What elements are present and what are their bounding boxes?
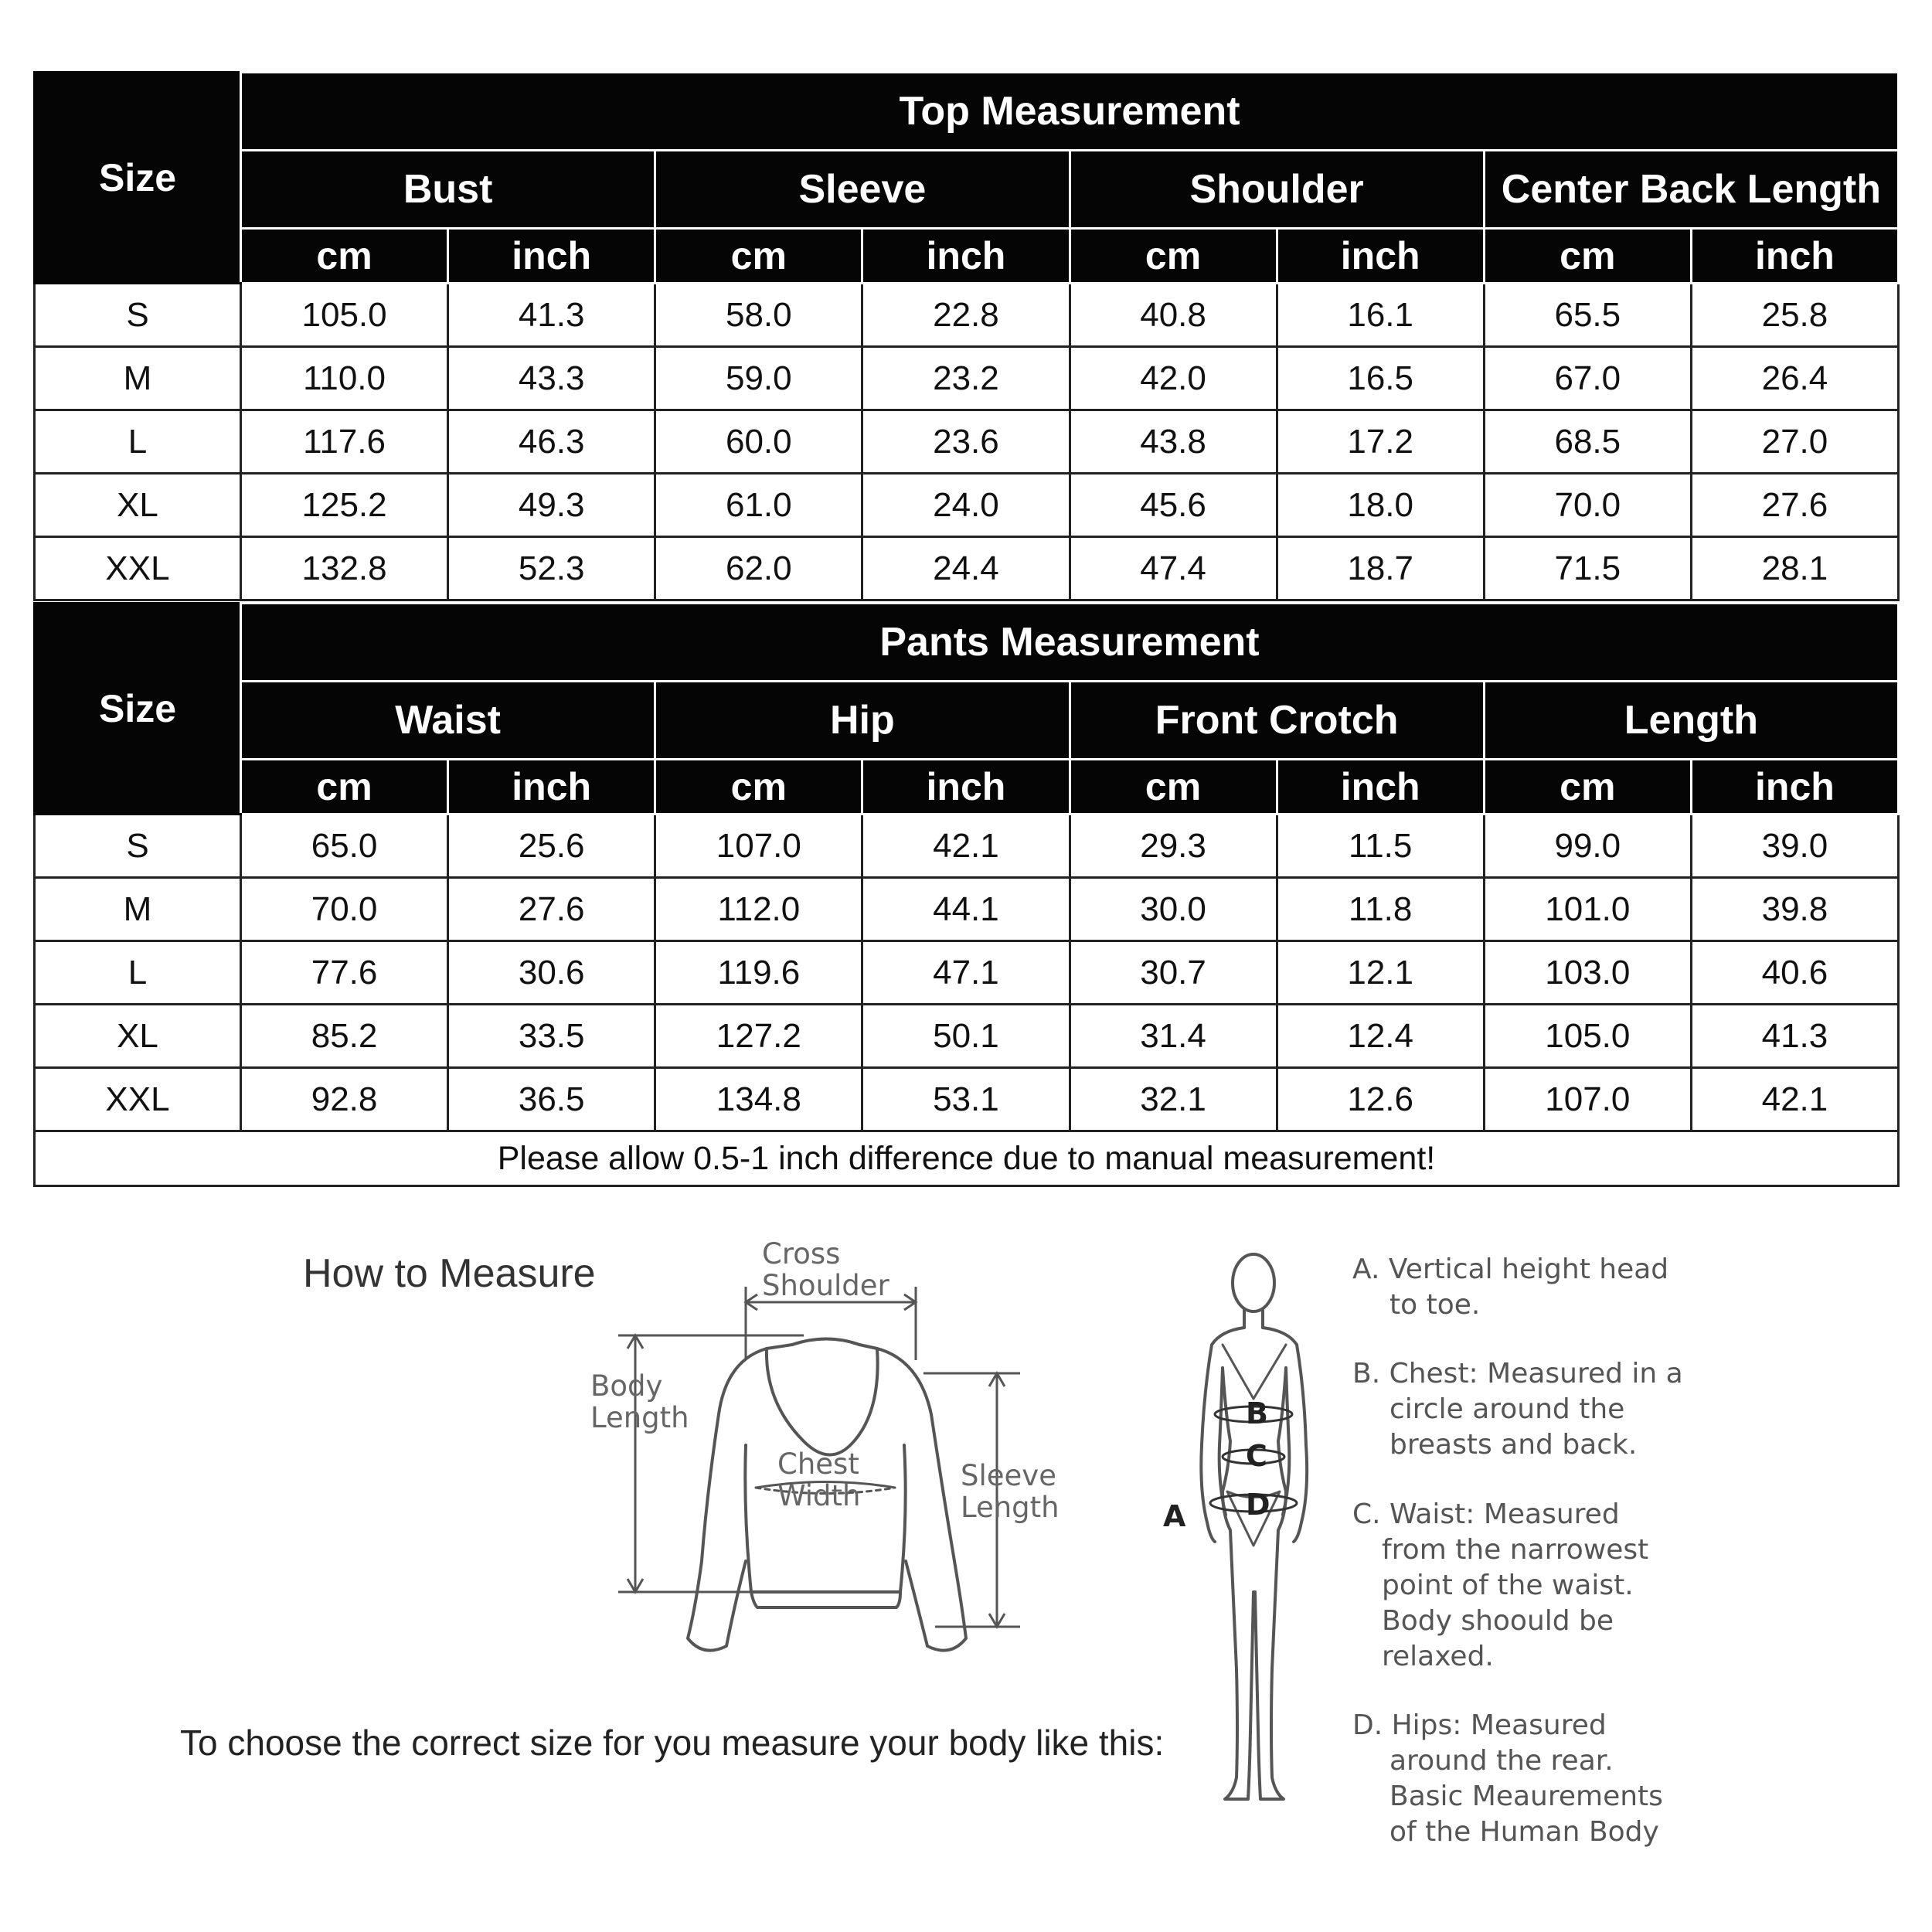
description-d: D. Hips: Measured around the rear. Basic Meaurements of the Human Body (1352, 1709, 1663, 1849)
measurement-cell: 41.3 (448, 284, 655, 347)
size-column-header: Size (35, 604, 241, 815)
measurement-cell: 107.0 (1484, 1068, 1691, 1131)
group-header-waist: Waist (241, 682, 655, 760)
measurement-note: Please allow 0.5-1 inch difference due to manual measurement! (35, 1131, 1899, 1186)
pants-measurement-table (33, 602, 1900, 1187)
table-row (35, 410, 1899, 474)
size-cell: S (35, 284, 241, 347)
measurement-cell: 92.8 (241, 1068, 448, 1131)
measurement-cell: 42.1 (1691, 1068, 1898, 1131)
measurement-cell: 29.3 (1070, 815, 1277, 878)
unit-header-inch: inch (1691, 760, 1898, 815)
measurement-cell: 105.0 (1484, 1005, 1691, 1068)
measurement-cell: 70.0 (1484, 474, 1691, 537)
unit-header-inch: inch (862, 760, 1070, 815)
measurement-cell: 45.6 (1070, 474, 1277, 537)
measurement-cell: 49.3 (448, 474, 655, 537)
measurement-cell: 22.8 (862, 284, 1070, 347)
measurement-cell: 46.3 (448, 410, 655, 474)
table-row (35, 537, 1899, 600)
unit-header-inch: inch (1277, 229, 1484, 284)
measurement-cell: 28.1 (1691, 537, 1898, 600)
group-header-center-back-length: Center Back Length (1484, 151, 1898, 229)
measurement-cell: 42.0 (1070, 347, 1277, 410)
size-cell: XL (35, 474, 241, 537)
unit-header-inch: inch (1277, 760, 1484, 815)
measurement-cell: 25.6 (448, 815, 655, 878)
body-length-label: Body Length (590, 1369, 689, 1434)
measurement-cell: 11.8 (1277, 878, 1484, 941)
measurement-cell: 85.2 (241, 1005, 448, 1068)
measurement-cell: 61.0 (655, 474, 862, 537)
unit-header-cm: cm (1484, 760, 1691, 815)
measurement-cell: 33.5 (448, 1005, 655, 1068)
measurement-cell: 16.1 (1277, 284, 1484, 347)
unit-header-cm: cm (655, 760, 862, 815)
size-cell: L (35, 941, 241, 1005)
instruction-text: To choose the correct size for you measure your body like this: (180, 1723, 1165, 1763)
group-header-sleeve: Sleeve (655, 151, 1070, 229)
measurement-cell: 134.8 (655, 1068, 862, 1131)
measurement-cell: 27.6 (448, 878, 655, 941)
measurement-cell: 65.5 (1484, 284, 1691, 347)
measurement-cell: 67.0 (1484, 347, 1691, 410)
unit-header-cm: cm (241, 760, 448, 815)
measurement-cell: 44.1 (862, 878, 1070, 941)
how-to-measure-title: How to Measure (303, 1251, 596, 1296)
measurement-cell: 12.1 (1277, 941, 1484, 1005)
measurement-cell: 47.4 (1070, 537, 1277, 600)
measurement-cell: 107.0 (655, 815, 862, 878)
table-row (35, 347, 1899, 410)
measurement-cell: 43.8 (1070, 410, 1277, 474)
measurement-cell: 43.3 (448, 347, 655, 410)
unit-header-cm: cm (241, 229, 448, 284)
measurement-cell: 42.1 (862, 815, 1070, 878)
measurement-cell: 17.2 (1277, 410, 1484, 474)
measurement-cell: 26.4 (1691, 347, 1898, 410)
measurement-cell: 39.0 (1691, 815, 1898, 878)
body-letter-d: D (1246, 1488, 1270, 1522)
measurement-cell: 71.5 (1484, 537, 1691, 600)
measurement-cell: 24.0 (862, 474, 1070, 537)
measurement-cell: 105.0 (241, 284, 448, 347)
size-cell: XXL (35, 1068, 241, 1131)
body-figure-diagram (1159, 1236, 1345, 1824)
body-letter-b: B (1246, 1396, 1268, 1430)
size-cell: S (35, 815, 241, 878)
measurement-cell: 62.0 (655, 537, 862, 600)
table-row (35, 815, 1899, 878)
unit-header-cm: cm (1484, 229, 1691, 284)
top-measurement-table (33, 71, 1900, 601)
measurement-cell: 12.6 (1277, 1068, 1484, 1131)
group-header-length: Length (1484, 682, 1898, 760)
measurement-cell: 24.4 (862, 537, 1070, 600)
top-table-title: Top Measurement (241, 73, 1899, 151)
measurement-cell: 125.2 (241, 474, 448, 537)
size-cell: XL (35, 1005, 241, 1068)
description-c: C. Waist: Measured from the narrowest point of the waist. Body shoould be relaxed. (1352, 1498, 1649, 1673)
measurement-cell: 47.1 (862, 941, 1070, 1005)
size-cell: M (35, 878, 241, 941)
unit-header-cm: cm (1070, 229, 1277, 284)
body-letter-c: C (1246, 1439, 1267, 1473)
measurement-cell: 27.6 (1691, 474, 1898, 537)
cross-shoulder-label: Cross Shoulder (762, 1237, 889, 1302)
measurement-cell: 23.2 (862, 347, 1070, 410)
size-cell: M (35, 347, 241, 410)
measurement-cell: 112.0 (655, 878, 862, 941)
table-row (35, 1068, 1899, 1131)
measurement-cell: 41.3 (1691, 1005, 1898, 1068)
unit-header-inch: inch (448, 760, 655, 815)
measurement-cell: 65.0 (241, 815, 448, 878)
measurement-cell: 127.2 (655, 1005, 862, 1068)
measurement-cell: 70.0 (241, 878, 448, 941)
measurement-cell: 52.3 (448, 537, 655, 600)
table-row (35, 941, 1899, 1005)
measurement-cell: 117.6 (241, 410, 448, 474)
measurement-cell: 39.8 (1691, 878, 1898, 941)
description-b: B. Chest: Measured in a circle around the breasts and back. (1352, 1358, 1683, 1461)
measurement-cell: 30.6 (448, 941, 655, 1005)
group-header-front-crotch: Front Crotch (1070, 682, 1484, 760)
size-cell: XXL (35, 537, 241, 600)
measurement-cell: 30.0 (1070, 878, 1277, 941)
body-letter-a: A (1163, 1499, 1186, 1533)
table-row (35, 474, 1899, 537)
measurement-cell: 50.1 (862, 1005, 1070, 1068)
unit-header-inch: inch (1691, 229, 1898, 284)
sleeve-length-label: Sleeve Length (961, 1459, 1060, 1524)
measurement-cell: 16.5 (1277, 347, 1484, 410)
measurement-cell: 36.5 (448, 1068, 655, 1131)
group-header-shoulder: Shoulder (1070, 151, 1484, 229)
measurement-cell: 40.8 (1070, 284, 1277, 347)
group-header-hip: Hip (655, 682, 1070, 760)
measurement-cell: 110.0 (241, 347, 448, 410)
measurement-cell: 40.6 (1691, 941, 1898, 1005)
description-a: A. Vertical height head to toe. (1352, 1253, 1669, 1321)
size-cell: L (35, 410, 241, 474)
measurement-cell: 53.1 (862, 1068, 1070, 1131)
measurement-cell: 59.0 (655, 347, 862, 410)
measurement-cell: 101.0 (1484, 878, 1691, 941)
table-row (35, 878, 1899, 941)
measurement-cell: 132.8 (241, 537, 448, 600)
measurement-cell: 12.4 (1277, 1005, 1484, 1068)
measurement-cell: 77.6 (241, 941, 448, 1005)
measurement-cell: 27.0 (1691, 410, 1898, 474)
table-row (35, 1005, 1899, 1068)
unit-header-inch: inch (862, 229, 1070, 284)
measurement-cell: 18.0 (1277, 474, 1484, 537)
unit-header-cm: cm (655, 229, 862, 284)
measurement-cell: 31.4 (1070, 1005, 1277, 1068)
unit-header-inch: inch (448, 229, 655, 284)
unit-header-cm: cm (1070, 760, 1277, 815)
measurement-cell: 68.5 (1484, 410, 1691, 474)
size-column-header: Size (35, 73, 241, 284)
measurement-cell: 99.0 (1484, 815, 1691, 878)
measurement-cell: 58.0 (655, 284, 862, 347)
measurement-cell: 119.6 (655, 941, 862, 1005)
measurement-cell: 32.1 (1070, 1068, 1277, 1131)
group-header-bust: Bust (241, 151, 655, 229)
measurement-cell: 23.6 (862, 410, 1070, 474)
measurement-cell: 30.7 (1070, 941, 1277, 1005)
measurement-cell: 11.5 (1277, 815, 1484, 878)
pants-table-title: Pants Measurement (241, 604, 1899, 682)
measurement-cell: 103.0 (1484, 941, 1691, 1005)
chest-width-label: Chest Width (777, 1447, 861, 1512)
measurement-cell: 18.7 (1277, 537, 1484, 600)
table-row (35, 284, 1899, 347)
measurement-cell: 25.8 (1691, 284, 1898, 347)
measurement-cell: 60.0 (655, 410, 862, 474)
